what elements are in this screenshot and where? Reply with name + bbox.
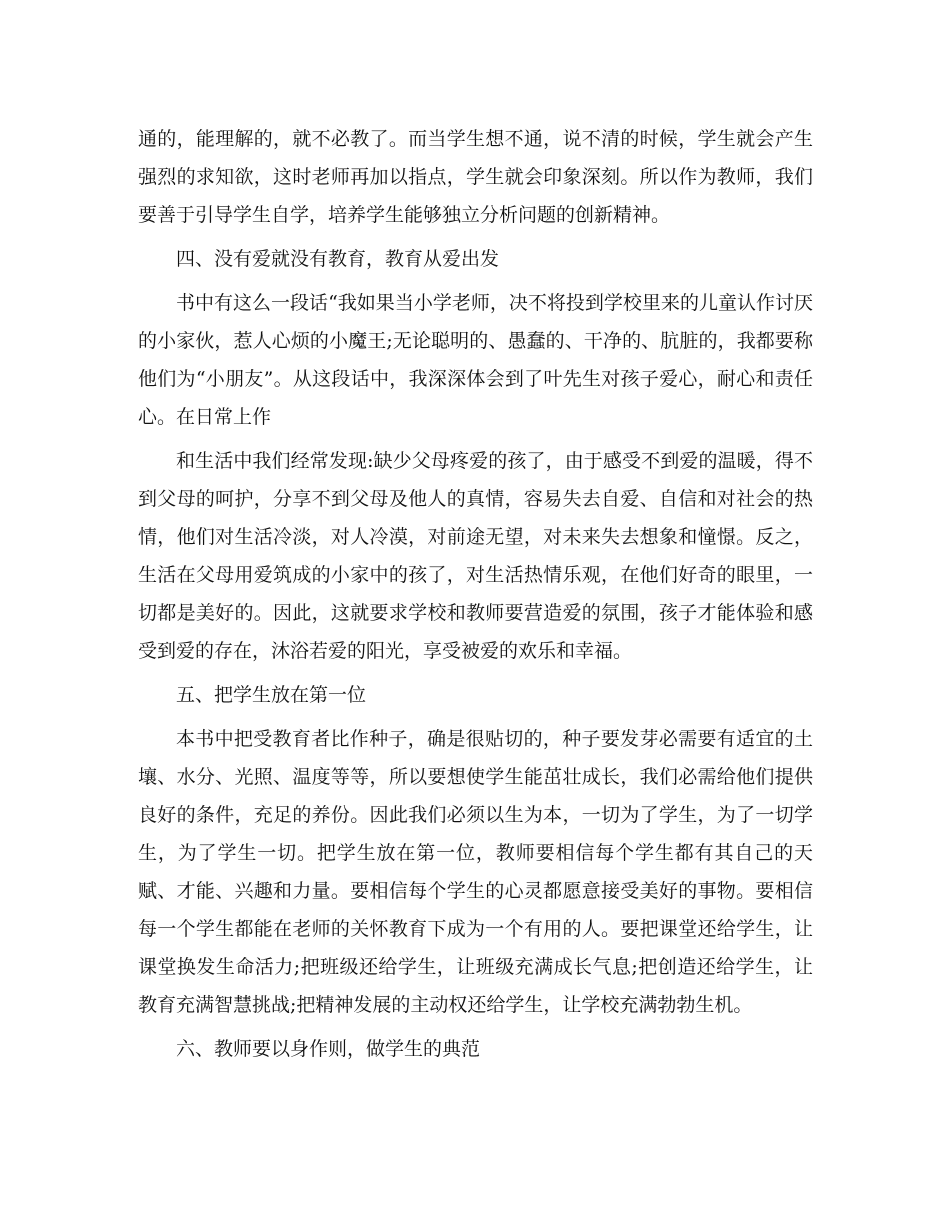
section-heading-six: 六、教师要以身作则，做学生的典范 [176,1038,481,1060]
paragraph-students-first: 本书中把受教育者比作种子，确是很贴切的，种子要发芽必需要有适宜的土壤、水分、光照、温度等等，所以要想使学生能茁壮成长，我们必需给他们提供良好的条件，充足的养份。因此我们必须以生为本，一切为了学生，为了一切学生，为了学生一切。把学生放在第一位，教师要相信每个学生都有其自己的天赋、才能、兴趣和力量。要相信每个学生的心灵都愿意接受美好的事物。要相信每一个学生都能在老师的关怀教育下成为一个有用的人。要把课堂还给学生，让课堂换发生命活力;把班级还给学生，让班级充满成长气息;把创造还给学生，让教育充满智慧挑战;把精神发展的主动权还给学生，让学校充满勃勃生机。 [138,728,813,1016]
paragraph-quote: 书中有这么一段话“我如果当小学老师，决不将投到学校里来的儿童认作讨厌的小家伙，惹人心烦的小魔王;无论聪明的、愚蠢的、干净的、肮脏的，我都要称他们为“小朋友”。从这段话中，我深深体会到了叶先生对孩子爱心，耐心和责任心。在日常上作 [138,292,813,428]
section-heading-five: 五、把学生放在第一位 [176,684,367,706]
paragraph-continuation: 通的，能理解的，就不必教了。而当学生想不通，说不清的时候，学生就会产生强烈的求知欲，这时老师再加以指点，学生就会印象深刻。所以作为教师，我们要善于引导学生自学，培养学生能够独立分析问题的创新精神。 [138,128,813,226]
document-body [138,120,813,1074]
section-heading-four: 四、没有爱就没有教育，教育从爱出发 [176,248,500,270]
paragraph-love: 和生活中我们经常发现:缺少父母疼爱的孩了，由于感受不到爱的温暖，得不到父母的呵护，分享不到父母及他人的真情，容易失去自爱、自信和对社会的热情，他们对生活冷淡，对人冷漠，对前途无望，对未来失去想象和憧憬。反之，生活在父母用爱筑成的小家中的孩了，对生活热情乐观，在他们好奇的眼里，一切都是美好的。因此，这就要求学校和教师要营造爱的氛围，孩子才能体验和感受到爱的存在，沐浴若爱的阳光，享受被爱的欢乐和幸福。 [138,450,813,662]
